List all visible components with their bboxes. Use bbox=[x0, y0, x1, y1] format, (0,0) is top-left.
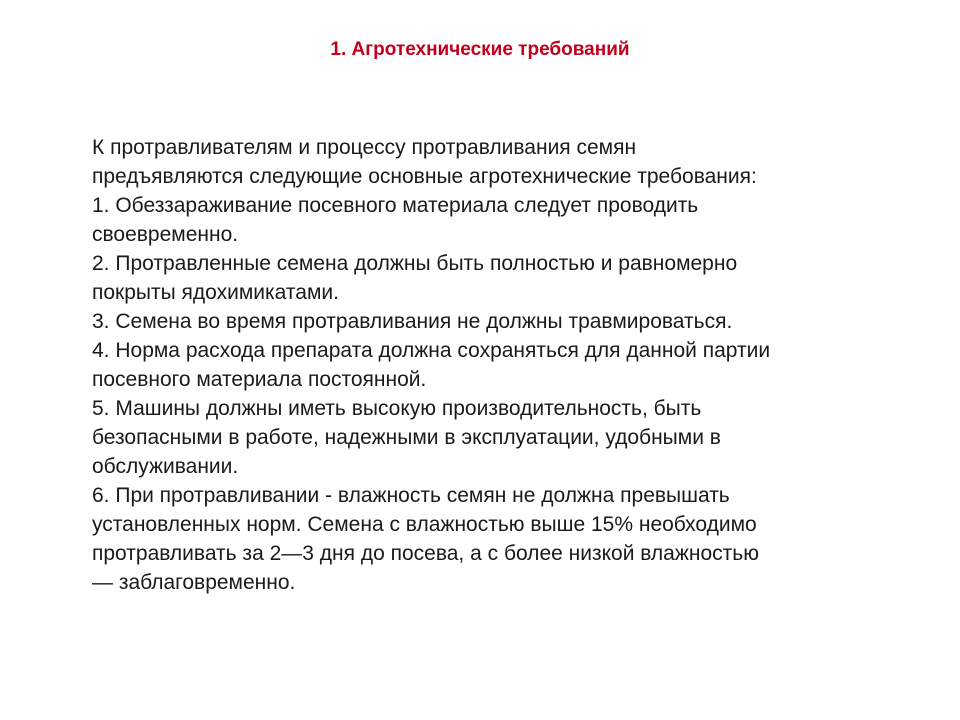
body-line: 2. Протравленные семена должны быть полностью и равномерно bbox=[92, 252, 738, 275]
body-line: 6. При протравливании - влажность семян не должна превышать bbox=[92, 484, 730, 507]
body-line: 5. Машины должны иметь высокую производительность, быть bbox=[92, 397, 702, 420]
body-line: покрыты ядохимикатами. bbox=[92, 281, 339, 304]
body-line: безопасными в работе, надежными в эксплуатации, удобными в bbox=[92, 426, 721, 449]
body-line: предъявляются следующие основные агротехнические требования: bbox=[92, 165, 757, 188]
body-line: 1. Обеззараживание посевного материала следует проводить bbox=[92, 194, 699, 217]
body-line: 3. Семена во время протравливания не должны травмироваться. bbox=[92, 310, 733, 333]
slide-title: 1. Агротехнические требований bbox=[330, 39, 630, 60]
body-line: 4. Норма расхода препарата должна сохраняться для данной партии bbox=[92, 339, 771, 362]
body-line: — заблаговременно. bbox=[92, 571, 296, 594]
body-line: протравливать за 2—3 дня до посева, а с более низкой влажностью bbox=[92, 542, 759, 565]
body-line: посевного материала постоянной. bbox=[92, 368, 427, 391]
body-line: своевременно. bbox=[92, 223, 239, 246]
body-line: К протравливателям и процессу протравливания семян bbox=[92, 136, 637, 159]
body-line: установленных норм. Семена с влажностью выше 15% необходимо bbox=[92, 513, 757, 536]
slide-body bbox=[92, 133, 882, 597]
body-line: обслуживании. bbox=[92, 455, 239, 478]
